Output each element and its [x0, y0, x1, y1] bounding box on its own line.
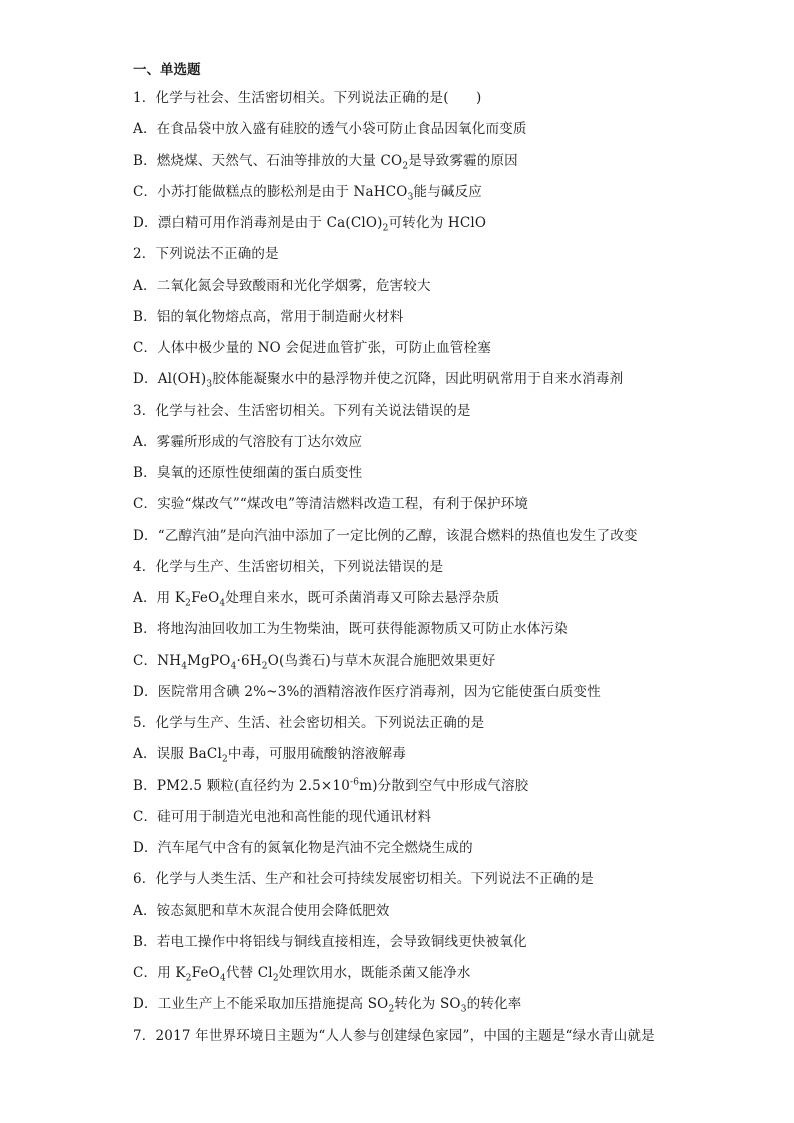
answer-option: C．$NH_4MgPO_4\cdot 6H_2O$(鸟粪石)与草木灰混合施肥效果更好	[133, 652, 496, 672]
answer-option: A．用 $K_2FeO_4$处理自来水，既可杀菌消毒又可除去悬浮杂质	[133, 590, 500, 609]
answer-option: D．漂白精可用作消毒剂是由于 $Ca(ClO)_2$可转化为 HClO	[133, 215, 487, 234]
answer-option: C．用 $K_2FeO_4$代替 $Cl_2$处理饮用水，既能杀菌又能净水	[133, 965, 471, 984]
answer-option: A．铵态氮肥和草木灰混合使用会降低肥效	[133, 902, 390, 919]
answer-option: C．硅可用于制造光电池和高性能的现代通讯材料	[133, 808, 432, 825]
question-stem: 7．2017 年世界环境日主题为“人人参与创建绿色家园”，中国的主题是“绿水青山就是	[133, 1027, 655, 1044]
question-stem: 4．化学与生产、生活密切相关，下列说法错误的是	[133, 558, 444, 575]
answer-option: A．雾霾所形成的气溶胶有丁达尔效应	[133, 433, 363, 450]
answer-option: B．若电工操作中将铝线与铜线直接相连，会导致铜线更快被氧化	[133, 933, 527, 950]
answer-option: D．工业生产上不能采取加压措施提高 $SO_2$转化为 $SO_3$的转化率	[133, 996, 522, 1015]
question-stem: 1．化学与社会、生活密切相关。下列说法正确的是( )	[133, 90, 482, 106]
answer-option: A．在食品袋中放入盛有硅胶的透气小袋可防止食品因氧化而变质	[133, 121, 527, 138]
section-title: 一、单选题	[133, 62, 201, 78]
answer-option: D．$Al(OH)_3$胶体能凝聚水中的悬浮物并使之沉降，因此明矾常用于自来水消毒剂	[133, 371, 624, 390]
answer-option: A．二氧化氮会导致酸雨和光化学烟雾，危害较大	[133, 277, 431, 294]
answer-option: A．误服 BaCl$_2$中毒，可服用硫酸钠溶液解毒	[133, 746, 407, 765]
answer-option: C．人体中极少量的 NO 会促进血管扩张，可防止血管栓塞	[133, 340, 491, 356]
answer-option: C．小苏打能做糕点的膨松剂是由于 NaHCO$_3$能与碱反应	[133, 183, 482, 203]
answer-option: B．燃烧煤、天然气、石油等排放的大量 $CO_2$是导致雾霾的原因	[133, 152, 518, 172]
question-stem: 2．下列说法不正确的是	[133, 246, 279, 263]
question-stem: 3．化学与社会、生活密切相关。下列有关说法错误的是	[133, 402, 471, 419]
answer-option: D．汽车尾气中含有的氮氧化物是汽油不完全燃烧生成的	[133, 840, 473, 856]
question-list	[133, 87, 673, 1056]
answer-option: D．医院常用含碘 2%~3%的酒精溶液作医疗消毒剂，因为它能使蛋白质变性	[133, 683, 601, 700]
answer-option: B．PM2.5 颗粒(直径约为 $2.5\times 10^{-6}m$)分散到空气中形成气溶胶	[133, 777, 529, 794]
question-stem: 6．化学与人类生活、生产和社会可持续发展密切相关。下列说法不正确的是	[133, 871, 594, 888]
answer-option: B．铝的氧化物熔点高，常用于制造耐火材料	[133, 308, 404, 325]
answer-option: B．臭氧的还原性使细菌的蛋白质变性	[133, 465, 363, 481]
answer-option: C．实验“煤改气”“煤改电”等清洁燃料改造工程，有利于保护环境	[133, 496, 529, 513]
answer-option: D．“乙醇汽油”是向汽油中添加了一定比例的乙醇，该混合燃料的热值也发生了改变	[133, 527, 638, 544]
answer-option: B．将地沟油回收加工为生物柴油，既可获得能源物质又可防止水体污染	[133, 621, 568, 638]
question-stem: 5．化学与生产、生活、社会密切相关。下列说法正确的是	[133, 715, 485, 731]
